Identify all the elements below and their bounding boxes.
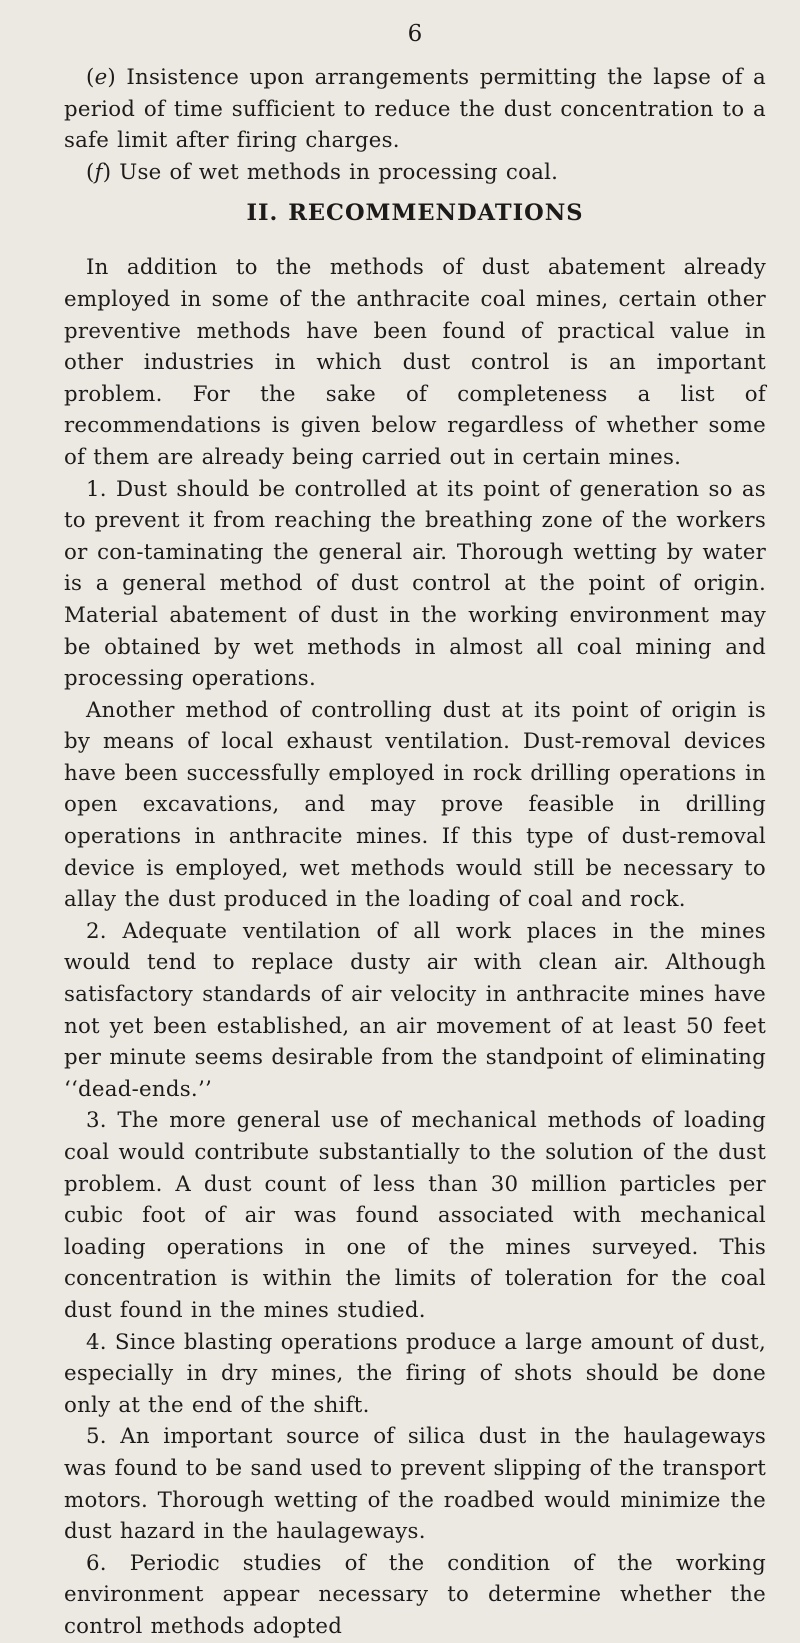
paragraph-recommendation-4: 4. Since blasting operations produce a large amount of dust, especially in dry mines, the firing of shots should be done only at the end of the shift. (64, 1329, 766, 1418)
paragraph-recommendation-3: 3. The more general use of mechanical methods of loading coal would contribute substantially to the solution of the dust problem. A dust count of less than 30 million particles per cubic foot of air was found associated with mechanical loading operations in one of the mines surveyed. This concentration is within the limits of toleration for the coal dust found in the mines studied. (64, 1108, 766, 1323)
paragraph-recommendation-5: 5. An important source of silica dust in the haulageways was found to be sand used to prevent slipping of the transport motors. Thorough wetting of the roadbed would minimize the dust hazard in the haulageways. (64, 1424, 766, 1545)
list-item-text: Use of wet methods in processing coal. (119, 159, 559, 185)
document-body (64, 62, 766, 1643)
list-item-text: Insistence upon arrangements permitting the lapse of a period of time sufficient to reduce the dust concentration to a safe limit after firing charges. (64, 65, 766, 154)
list-item-label: f (94, 159, 103, 185)
paragraph-recommendation-1-cont: Another method of controlling dust at its point of origin is by means of local exhaust ventilation. Dust-removal devices have been successfully employed in rock drilling operations in open excavations, and may prove feasible in drilling operations in anthracite mines. If this type of dust-removal device is employed, wet methods would still be necessary to allay the dust produced in the loading of coal and rock. (64, 697, 766, 913)
paragraph-recommendation-1: 1. Dust should be controlled at its point of generation so as to prevent it from reaching the breathing zone of the workers or con-taminating the general air. Thorough wetting by water is a general method of dust control at the point of origin. Material abatement of dust in the working environment may be obtained by wet methods in almost all coal mining and processing operations. (64, 476, 766, 692)
section-heading: II. RECOMMENDATIONS (246, 200, 584, 227)
page-number: 6 (407, 21, 423, 47)
list-item-e: (e) Insistence upon arrangements permitting the lapse of a period of time sufficient to reduce the dust concentration to a safe limit after firing charges. (64, 65, 766, 154)
list-item-f: (f) Use of wet methods in processing coal. (86, 159, 559, 185)
paragraph-recommendation-6: 6. Periodic studies of the condition of the working environment appear necessary to determine whether the control methods adopted (64, 1550, 766, 1639)
paragraph-recommendation-2: 2. Adequate ventilation of all work places in the mines would tend to replace dusty air with clean air. Although satisfactory standards of air velocity in anthracite mines have not yet been established, an air movement of at least 50 feet per minute seems desirable from the standpoint of eliminating ‘‘dead-ends.’’ (64, 918, 766, 1102)
list-item-label: e (94, 65, 108, 90)
paragraph-intro: In addition to the methods of dust abatement already employed in some of the anthracite coal mines, certain other preventive methods have been found of practical value in other industries in which dust control is an important problem. For the sake of completeness a list of recommendations is given below regardless of whether some of them are already being carried out in certain mines. (64, 255, 766, 470)
